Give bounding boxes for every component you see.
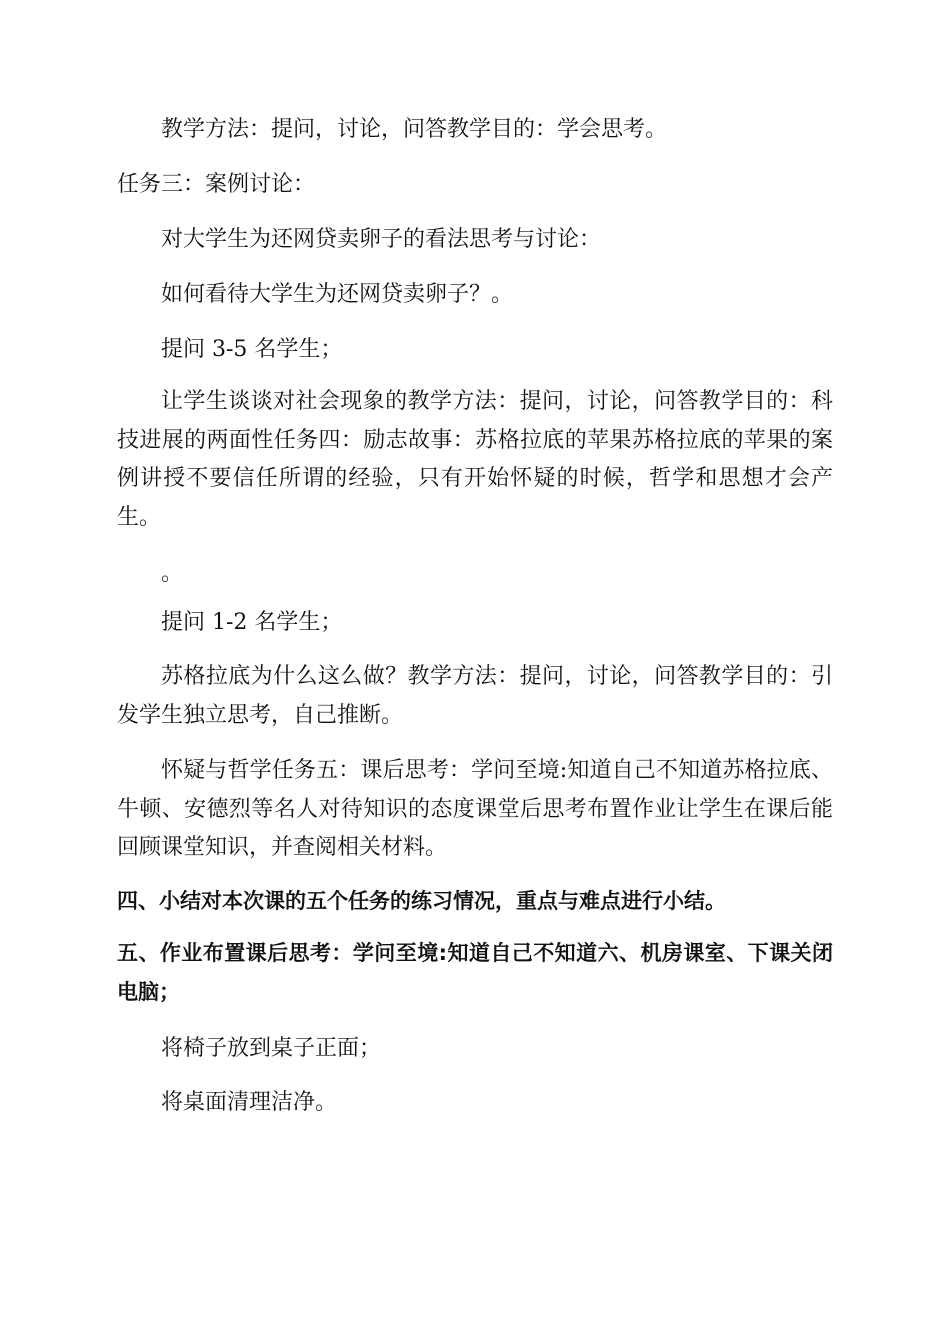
- paragraph-question: 如何看待大学生为还网贷卖卵子？。: [161, 282, 514, 307]
- heading-homework: 五、作业布置课后思考：学问至境:知道自己不知道六、机房课室、下课关闭电脑；: [117, 941, 833, 1004]
- paragraph-teaching-method-1: 教学方法：提问，讨论，问答教学目的：学会思考。: [161, 117, 668, 142]
- paragraph-discussion-topic: 对大学生为还网贷卖卵子的看法思考与讨论：: [161, 227, 602, 252]
- heading-task-three: 任务三：案例讨论：: [117, 172, 316, 197]
- paragraph-ask-students-3-5: 提问 3-5 名学生；: [161, 337, 343, 362]
- paragraph-socrates-question: 苏格拉底为什么这么做？教学方法：提问，讨论，问答教学目的：引发学生独立思考，自己推断。: [117, 664, 833, 728]
- paragraph-task-four: 让学生谈谈对社会现象的教学方法：提问，讨论，问答教学目的：科技进展的两面性任务四：励志故事：苏格拉底的苹果苏格拉底的苹果的案例讲授不要信任所谓的经验，只有开始怀疑的时候，哲学和思想才会产生。: [117, 389, 833, 530]
- paragraph-task-five: 怀疑与哲学任务五：课后思考：学问至境:知道自己不知道苏格拉底、牛顿、安德烈等名人对待知识的态度课堂后思考布置作业让学生在课后能回顾课堂知识，并查阅相关材料。: [117, 758, 833, 860]
- paragraph-chairs: 将椅子放到桌子正面；: [161, 1036, 382, 1061]
- heading-summary: 四、小结对本次课的五个任务的练习情况，重点与难点进行小结。: [117, 889, 726, 913]
- paragraph-ask-students-1-2: 提问 1-2 名学生；: [161, 610, 343, 635]
- paragraph-clean-desk: 将桌面清理洁净。: [161, 1090, 338, 1115]
- paragraph-period: 。: [161, 561, 184, 586]
